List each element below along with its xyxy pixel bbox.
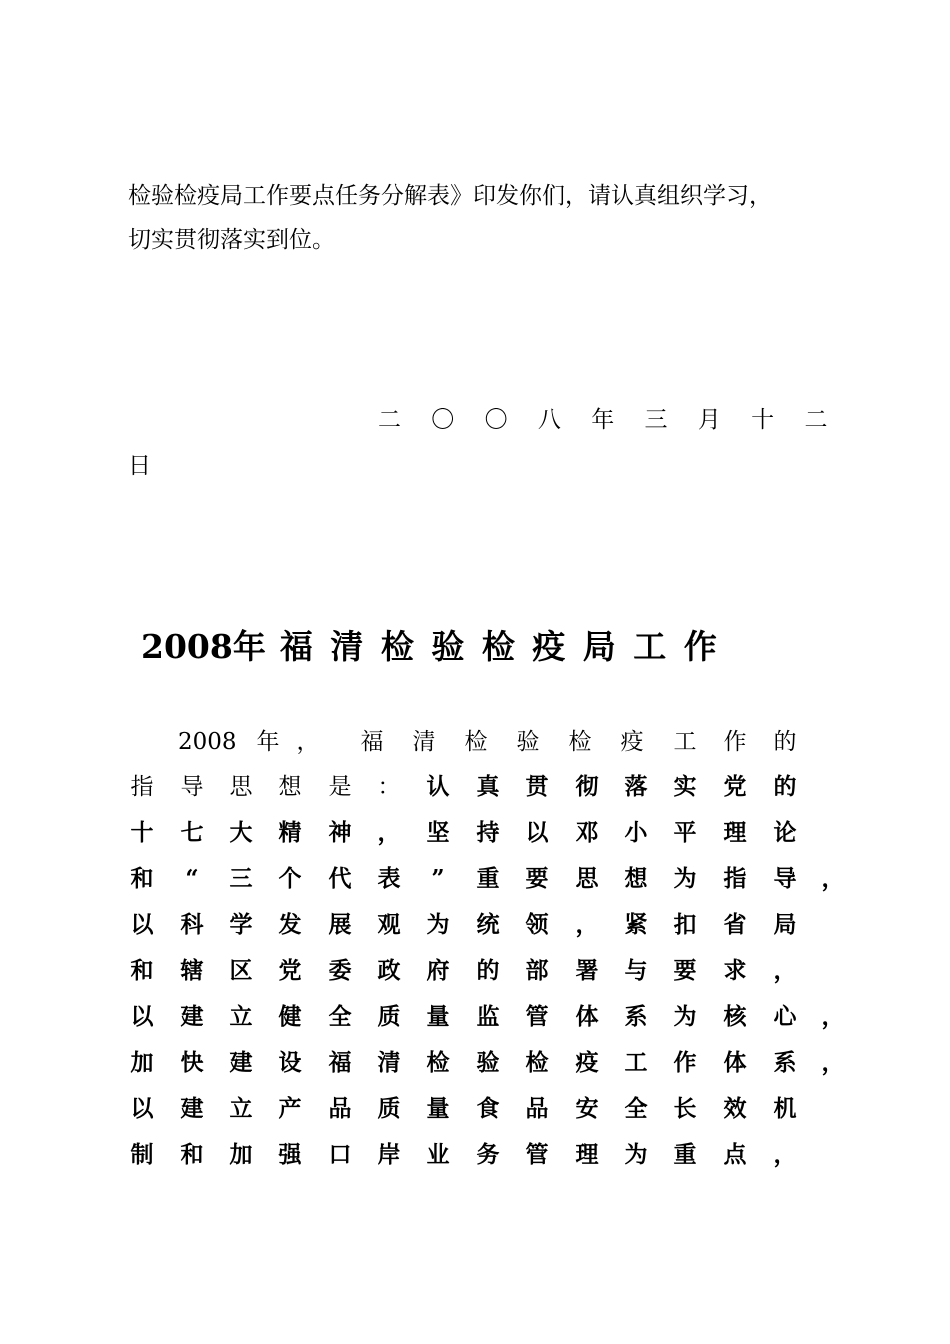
body-char: 工 xyxy=(673,729,697,755)
body-char: 监 xyxy=(476,1003,500,1030)
body-char: 岸 xyxy=(377,1141,401,1168)
body-char: 检 xyxy=(426,1049,450,1076)
body-char: 与 xyxy=(624,957,648,984)
body-char: 作 xyxy=(723,729,747,755)
body-char: 疫 xyxy=(620,729,644,755)
body-char: 党 xyxy=(723,773,747,800)
body-char: 全 xyxy=(328,1003,352,1030)
body-line xyxy=(0,1043,950,1083)
body-char: 检 xyxy=(525,1049,549,1076)
body-char: 核 xyxy=(723,1003,747,1030)
body-char: 理 xyxy=(575,1141,599,1168)
body-char: 检 xyxy=(568,729,592,755)
body-line xyxy=(0,767,950,807)
body-char: 以 xyxy=(130,911,154,938)
body-char: 重 xyxy=(476,865,500,892)
body-char: 福 xyxy=(328,1049,352,1076)
body-char: 体 xyxy=(723,1049,747,1076)
body-char: 为 xyxy=(673,1003,697,1030)
body-char: 想 xyxy=(624,865,648,892)
body-char: 十 xyxy=(130,819,154,846)
body-char: ， xyxy=(773,957,797,984)
body-char: 要 xyxy=(525,865,549,892)
body-char: 安 xyxy=(575,1095,599,1122)
body-char: 品 xyxy=(525,1095,549,1122)
body-char: 验 xyxy=(516,729,540,755)
body-char: “ xyxy=(185,865,199,892)
body-line xyxy=(0,997,950,1037)
body-char: 委 xyxy=(328,957,352,984)
body-char: 表 xyxy=(377,865,401,892)
body-char: 大 xyxy=(229,819,253,846)
date-line-tail: 日 xyxy=(128,453,151,479)
body-char: 部 xyxy=(525,957,549,984)
body-char: 产 xyxy=(278,1095,302,1122)
body-char: 求 xyxy=(723,957,747,984)
body-char: 思 xyxy=(229,774,253,800)
body-char: 认 xyxy=(426,773,450,800)
body-char: 真 xyxy=(476,773,500,800)
body-char: 2008 xyxy=(178,729,237,755)
body-char: 口 xyxy=(328,1141,352,1168)
body-char: 工 xyxy=(624,1049,648,1076)
body-char: 清 xyxy=(412,729,436,755)
body-char: 和 xyxy=(130,865,154,892)
body-char: 邓 xyxy=(575,819,599,846)
body-char: 立 xyxy=(229,1003,253,1030)
body-char: 指 xyxy=(130,774,154,800)
body-char: 理 xyxy=(723,819,747,846)
body-char: 质 xyxy=(377,1003,401,1030)
body-char: 小 xyxy=(624,819,648,846)
body-char: 和 xyxy=(180,1141,204,1168)
body-char: 福 xyxy=(360,729,384,755)
body-char: 加 xyxy=(229,1141,253,1168)
intro-line-2: 切实贯彻落实到位。 xyxy=(128,227,335,253)
body-char: 以 xyxy=(130,1095,154,1122)
heading-year: 2008年 xyxy=(141,627,266,666)
body-char: 强 xyxy=(278,1141,302,1168)
body-char: 坚 xyxy=(426,819,450,846)
body-char: 是 xyxy=(328,774,352,800)
body-char: 要 xyxy=(673,957,697,984)
body-char: 区 xyxy=(229,957,253,984)
body-char: 发 xyxy=(278,911,302,938)
body-char: 机 xyxy=(773,1095,797,1122)
body-line xyxy=(0,859,950,899)
body-char: 扣 xyxy=(673,911,697,938)
body-char: 清 xyxy=(377,1049,401,1076)
body-char: ， xyxy=(821,865,845,892)
body-char: 业 xyxy=(426,1141,450,1168)
body-char: 平 xyxy=(673,819,697,846)
body-char: 以 xyxy=(525,819,549,846)
body-char: ： xyxy=(377,774,401,800)
body-char: ， xyxy=(377,819,401,846)
body-char: 验 xyxy=(476,1049,500,1076)
body-char: 质 xyxy=(377,1095,401,1122)
body-char: 建 xyxy=(180,1003,204,1030)
body-char: 实 xyxy=(673,773,697,800)
body-char: ， xyxy=(821,1003,845,1030)
body-char: 局 xyxy=(773,911,797,938)
section-heading xyxy=(141,623,841,671)
body-char: 效 xyxy=(723,1095,747,1122)
body-char: 作 xyxy=(673,1049,697,1076)
body-char: 全 xyxy=(624,1095,648,1122)
body-char xyxy=(818,722,848,762)
body-char: 指 xyxy=(723,865,747,892)
body-char: 为 xyxy=(426,911,450,938)
body-char: 署 xyxy=(575,957,599,984)
body-char: 量 xyxy=(426,1003,450,1030)
body-char: 建 xyxy=(180,1095,204,1122)
body-char: 导 xyxy=(773,865,797,892)
body-char: 管 xyxy=(525,1141,549,1168)
body-char: 代 xyxy=(328,865,352,892)
body-char: 制 xyxy=(130,1141,154,1168)
body-char: 论 xyxy=(773,819,797,846)
intro-line-1: 检验检疫局工作要点任务分解表》印发你们，请认真组织学习， xyxy=(128,183,772,209)
body-char: 立 xyxy=(229,1095,253,1122)
body-char: 科 xyxy=(180,911,204,938)
body-char: 精 xyxy=(278,819,302,846)
body-char: 重 xyxy=(673,1141,697,1168)
body-char: 的 xyxy=(476,957,500,984)
body-char: 观 xyxy=(377,911,401,938)
body-char: 长 xyxy=(673,1095,697,1122)
body-char: 想 xyxy=(278,774,302,800)
body-char: ， xyxy=(296,729,320,755)
body-char: ， xyxy=(773,1141,797,1168)
body-line xyxy=(0,905,950,945)
body-char: 思 xyxy=(575,865,599,892)
body-char: 的 xyxy=(773,729,797,755)
body-char xyxy=(127,722,157,762)
body-char: 设 xyxy=(278,1049,302,1076)
body-char: 品 xyxy=(328,1095,352,1122)
body-char: 展 xyxy=(328,911,352,938)
body-char: 紧 xyxy=(624,911,648,938)
body-char: 年 xyxy=(256,729,280,755)
body-char: 贯 xyxy=(525,773,549,800)
body-char: 管 xyxy=(525,1003,549,1030)
body-char: 加 xyxy=(130,1049,154,1076)
body-char: 食 xyxy=(476,1095,500,1122)
body-char: 省 xyxy=(723,911,747,938)
body-line xyxy=(0,1089,950,1129)
body-char: 为 xyxy=(624,1141,648,1168)
body-char: 党 xyxy=(278,957,302,984)
body-char: 个 xyxy=(278,865,302,892)
body-char: 体 xyxy=(575,1003,599,1030)
body-char: 快 xyxy=(180,1049,204,1076)
body-char: 统 xyxy=(476,911,500,938)
body-char: 三 xyxy=(229,865,253,892)
body-char: 健 xyxy=(278,1003,302,1030)
body-char: 政 xyxy=(377,957,401,984)
body-char: 的 xyxy=(773,773,797,800)
body-char: 系 xyxy=(773,1049,797,1076)
body-char: 辖 xyxy=(180,957,204,984)
body-char: 府 xyxy=(426,957,450,984)
body-char: 心 xyxy=(773,1003,797,1030)
body-char: 疫 xyxy=(575,1049,599,1076)
body-char: 和 xyxy=(130,957,154,984)
body-char: 导 xyxy=(180,774,204,800)
body-char: ， xyxy=(575,911,599,938)
body-char: 系 xyxy=(624,1003,648,1030)
body-char: 务 xyxy=(476,1141,500,1168)
body-char: 神 xyxy=(328,819,352,846)
heading-title: 福 清 检 验 检 疫 局 工 作 xyxy=(279,627,720,666)
body-line xyxy=(0,1135,950,1175)
body-char: 建 xyxy=(229,1049,253,1076)
body-char: ” xyxy=(431,865,445,892)
body-line xyxy=(0,722,950,762)
body-char: 彻 xyxy=(575,773,599,800)
body-char: 持 xyxy=(476,819,500,846)
body-char: 七 xyxy=(180,819,204,846)
date-line: 二 〇 〇 八 年 三 月 十 二 xyxy=(378,407,832,433)
body-char: 学 xyxy=(229,911,253,938)
body-char: 为 xyxy=(673,865,697,892)
body-char: 以 xyxy=(130,1003,154,1030)
body-char: 落 xyxy=(624,773,648,800)
body-char: 领 xyxy=(525,911,549,938)
body-char: 点 xyxy=(723,1141,747,1168)
body-char: 量 xyxy=(426,1095,450,1122)
body-line xyxy=(0,951,950,991)
body-char: ， xyxy=(821,1049,845,1076)
body-line xyxy=(0,813,950,853)
body-char: 检 xyxy=(464,729,488,755)
